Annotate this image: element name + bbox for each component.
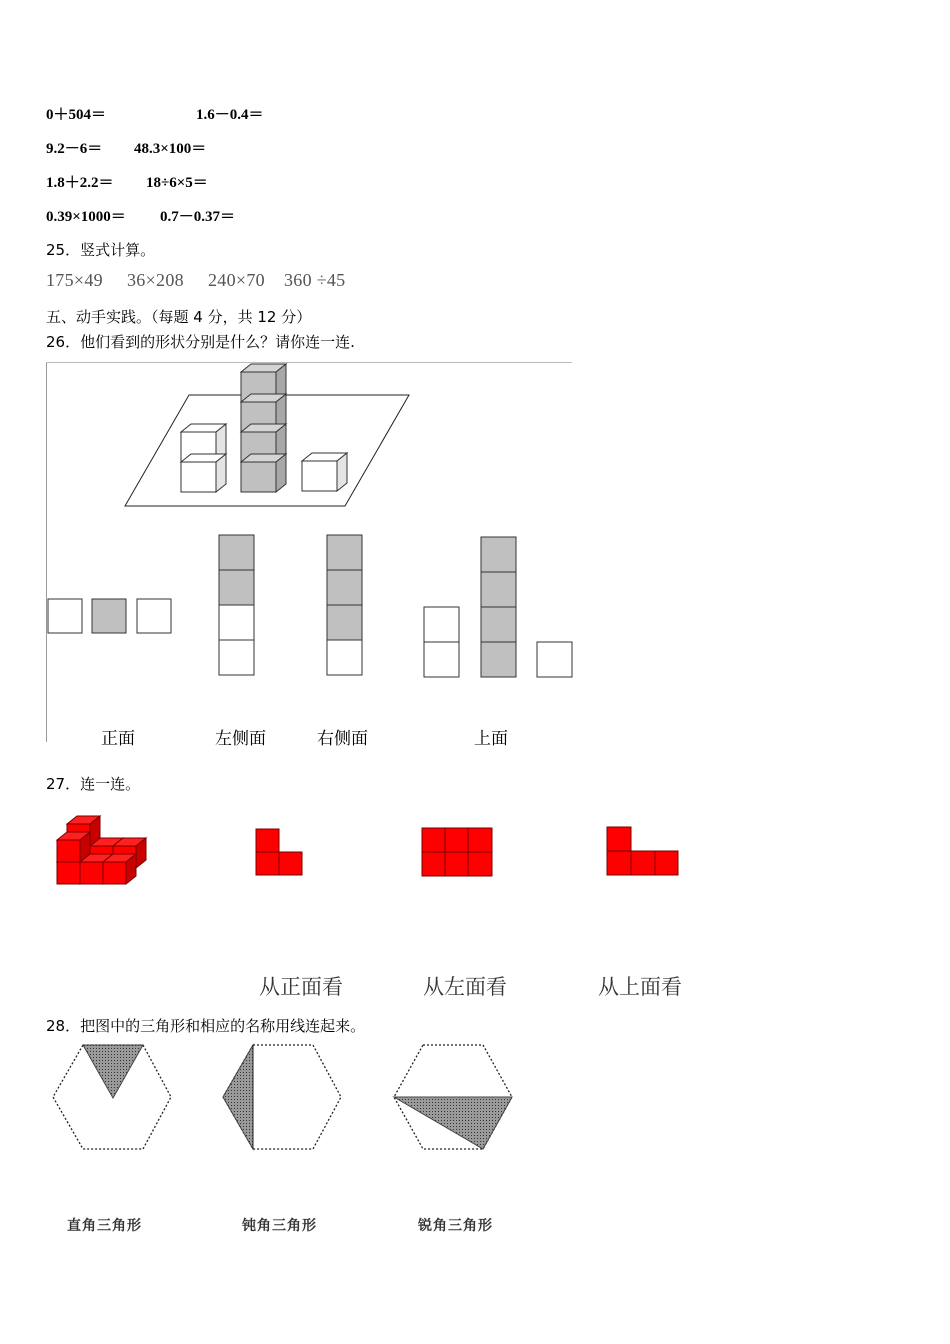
- red-rect-6: [468, 852, 492, 876]
- view-c-sq1: [327, 535, 362, 570]
- q27-title: 27．连一连。: [46, 775, 141, 793]
- shaded-triangle-2: [223, 1045, 253, 1149]
- q26-label-left: 左侧面: [215, 729, 266, 749]
- q27-label-top: 从上面看: [598, 975, 682, 999]
- q26-label-right: 右侧面: [317, 729, 368, 749]
- calc-3a: 1.8＋2.2＝: [46, 175, 114, 191]
- q26-label-top: 上面: [474, 729, 508, 749]
- red-ll-top: [607, 827, 631, 851]
- calc-3b: 18÷6×5＝: [146, 175, 208, 191]
- red-ll-1: [607, 851, 631, 875]
- red-ll-3: [655, 851, 678, 875]
- view-d-mid-3: [481, 607, 516, 642]
- calc-4b: 0.7－0.37＝: [160, 209, 236, 225]
- view-b-sq1: [219, 535, 254, 570]
- q28-label-obtuse: 钝角三角形: [242, 1218, 317, 1234]
- view-d-mid-1: [481, 537, 516, 572]
- q26-title: 26．他们看到的形状分别是什么？请你连一连.: [46, 333, 355, 351]
- calc-2b: 48.3×100＝: [134, 141, 207, 157]
- q28-figure: [0, 1030, 950, 1170]
- view-c-sq3: [327, 605, 362, 640]
- cube-left-bottom: [181, 454, 226, 492]
- red-cube-front-upper: [57, 832, 90, 862]
- q25-item-4: 360 ÷45: [284, 270, 346, 290]
- view-b-sq4: [219, 640, 254, 675]
- q25-item-2: 36×208: [127, 270, 184, 290]
- q25-title: 25．竖式计算。: [46, 241, 156, 259]
- red-rect-3: [468, 828, 492, 852]
- q28-label-right: 直角三角形: [67, 1218, 142, 1234]
- red-rect-1: [422, 828, 445, 852]
- view-d-mid-4: [481, 642, 516, 677]
- q27-label-left: 从左面看: [423, 975, 507, 999]
- red-l-top: [256, 829, 279, 852]
- red-rect-4: [422, 852, 445, 876]
- section5-title: 五、动手实践。（每题 4 分，共 12 分）: [46, 308, 312, 326]
- q26-label-front: 正面: [101, 729, 135, 749]
- calc-2a: 9.2－6＝: [46, 141, 103, 157]
- view-d-right: [537, 642, 572, 677]
- cube-right: [302, 453, 347, 491]
- calc-4a: 0.39×1000＝: [46, 209, 126, 225]
- cube-mid-4: [241, 454, 286, 492]
- red-rect-5: [445, 852, 468, 876]
- red-rect-2: [445, 828, 468, 852]
- view-d-left-top: [424, 607, 459, 642]
- view-d-left-bottom: [424, 642, 459, 677]
- q27-label-front: 从正面看: [259, 975, 343, 999]
- calc-1a: 0＋504＝: [46, 107, 107, 123]
- view-c-sq4: [327, 640, 362, 675]
- view-a-sq1: [48, 599, 82, 633]
- view-b-sq2: [219, 570, 254, 605]
- red-l-bottom-left: [256, 852, 279, 875]
- view-a-sq2: [92, 599, 126, 633]
- q28-title: 28．把图中的三角形和相应的名称用线连起来。: [46, 1017, 366, 1035]
- red-l-bottom-right: [279, 852, 302, 875]
- view-b-sq3: [219, 605, 254, 640]
- q28-label-acute: 锐角三角形: [418, 1218, 493, 1234]
- view-a-sq3: [137, 599, 171, 633]
- q27-figure: [0, 800, 950, 900]
- q25-item-3: 240×70: [208, 270, 265, 290]
- calc-1b: 1.6－0.4＝: [196, 107, 264, 123]
- red-ll-2: [631, 851, 655, 875]
- view-d-mid-2: [481, 572, 516, 607]
- view-c-sq2: [327, 570, 362, 605]
- q25-item-1: 175×49: [46, 270, 103, 290]
- red-cube-front-3: [103, 854, 136, 884]
